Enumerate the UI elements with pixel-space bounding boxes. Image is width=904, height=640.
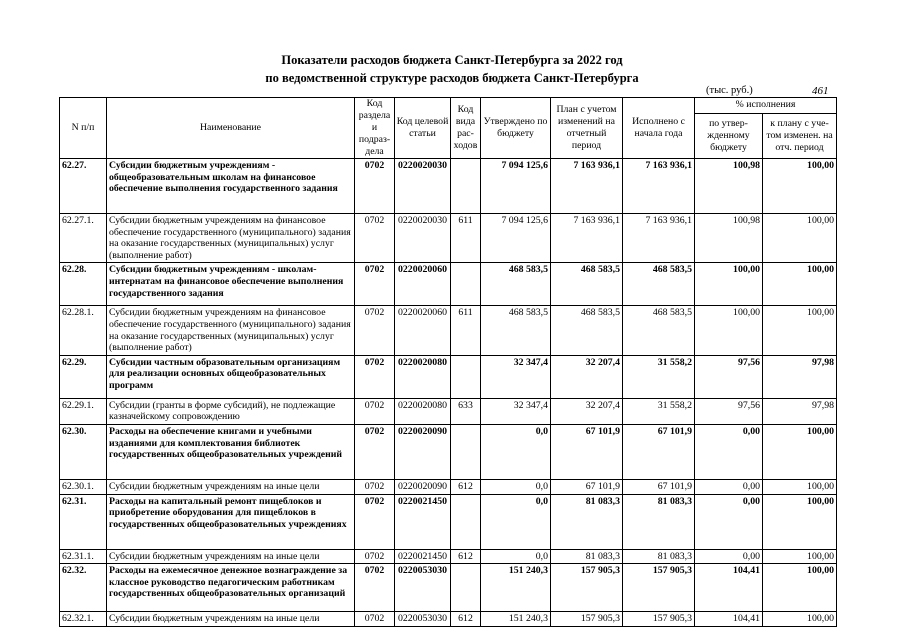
row-target-code: 0220020090 xyxy=(395,479,451,494)
row-executed: 67 101,9 xyxy=(623,479,695,494)
row-section-code: 0702 xyxy=(355,424,395,479)
row-name: Расходы на обеспечение книгами и учебными изданиями для комплектования библиотек государственных общеобразовательных учреждений xyxy=(107,424,355,479)
table-body xyxy=(60,159,837,627)
row-executed: 67 101,9 xyxy=(623,424,695,479)
row-executed: 7 163 936,1 xyxy=(623,159,695,214)
header-percent-group: % исполнения xyxy=(695,98,837,114)
row-section-code: 0702 xyxy=(355,263,395,306)
row-number: 62.30.1. xyxy=(60,479,107,494)
row-plan: 7 163 936,1 xyxy=(551,214,623,263)
table-row xyxy=(60,355,837,398)
row-approved: 468 583,5 xyxy=(481,306,551,355)
row-expense-type-code: 612 xyxy=(451,549,481,564)
row-name: Расходы на капитальный ремонт пищеблоков и приобретение оборудования для пищеблоков в государственных общеобразовательных учреждениях xyxy=(107,494,355,549)
row-pct-plan: 100,00 xyxy=(763,424,837,479)
row-section-code: 0702 xyxy=(355,306,395,355)
table-row xyxy=(60,424,837,479)
table-row xyxy=(60,549,837,564)
row-section-code: 0702 xyxy=(355,479,395,494)
row-executed: 468 583,5 xyxy=(623,306,695,355)
table-row xyxy=(60,479,837,494)
row-executed: 31 558,2 xyxy=(623,398,695,424)
row-target-code: 0220053030 xyxy=(395,612,451,627)
header-name: Наименование xyxy=(107,98,355,159)
row-pct-plan: 100,00 xyxy=(763,612,837,627)
row-name: Субсидии бюджетным учреждениям - общеобразовательным школам на финансовое обеспечение выполнения государственного задания xyxy=(107,159,355,214)
row-expense-type-code: 612 xyxy=(451,612,481,627)
row-approved: 151 240,3 xyxy=(481,612,551,627)
row-section-code: 0702 xyxy=(355,494,395,549)
row-section-code: 0702 xyxy=(355,398,395,424)
row-approved: 32 347,4 xyxy=(481,355,551,398)
row-expense-type-code: 611 xyxy=(451,306,481,355)
row-pct-approved: 104,41 xyxy=(695,564,763,612)
row-plan: 67 101,9 xyxy=(551,479,623,494)
row-pct-plan: 100,00 xyxy=(763,494,837,549)
row-executed: 31 558,2 xyxy=(623,355,695,398)
row-number: 62.29. xyxy=(60,355,107,398)
row-section-code: 0702 xyxy=(355,549,395,564)
row-target-code: 0220020090 xyxy=(395,424,451,479)
row-pct-plan: 100,00 xyxy=(763,306,837,355)
table-row xyxy=(60,494,837,549)
table-row xyxy=(60,159,837,214)
row-approved: 7 094 125,6 xyxy=(481,159,551,214)
row-plan: 32 207,4 xyxy=(551,398,623,424)
header-target-code: Код целевой статьи xyxy=(395,98,451,159)
table-row xyxy=(60,214,837,263)
row-section-code: 0702 xyxy=(355,564,395,612)
header-executed: Исполнено с начала года xyxy=(623,98,695,159)
row-approved: 0,0 xyxy=(481,549,551,564)
row-name: Субсидии бюджетным учреждениям на финансовое обеспечение государственного (муниципального) задания на оказание государственных (муниципальных) услуг (выполнение работ) xyxy=(107,306,355,355)
row-expense-type-code xyxy=(451,159,481,214)
table-row xyxy=(60,564,837,612)
row-pct-approved: 97,56 xyxy=(695,398,763,424)
row-pct-plan: 97,98 xyxy=(763,398,837,424)
row-target-code: 0220020080 xyxy=(395,355,451,398)
row-plan: 157 905,3 xyxy=(551,564,623,612)
row-pct-plan: 100,00 xyxy=(763,549,837,564)
row-section-code: 0702 xyxy=(355,214,395,263)
row-expense-type-code: 611 xyxy=(451,214,481,263)
row-plan: 67 101,9 xyxy=(551,424,623,479)
row-plan: 157 905,3 xyxy=(551,612,623,627)
row-section-code: 0702 xyxy=(355,355,395,398)
row-pct-approved: 100,00 xyxy=(695,306,763,355)
row-pct-approved: 104,41 xyxy=(695,612,763,627)
row-approved: 7 094 125,6 xyxy=(481,214,551,263)
row-pct-approved: 100,98 xyxy=(695,214,763,263)
header-plan: План с учетом изменений на отчетный период xyxy=(551,98,623,159)
row-pct-plan: 100,00 xyxy=(763,564,837,612)
row-plan: 32 207,4 xyxy=(551,355,623,398)
row-plan: 468 583,5 xyxy=(551,306,623,355)
row-name: Субсидии бюджетным учреждениям на иные цели xyxy=(107,612,355,627)
header-np: N п/п xyxy=(60,98,107,159)
row-target-code: 0220020060 xyxy=(395,306,451,355)
row-number: 62.30. xyxy=(60,424,107,479)
table-row xyxy=(60,263,837,306)
row-target-code: 0220021450 xyxy=(395,494,451,549)
row-expense-type-code xyxy=(451,564,481,612)
row-pct-plan: 100,00 xyxy=(763,263,837,306)
row-plan: 7 163 936,1 xyxy=(551,159,623,214)
row-pct-plan: 100,00 xyxy=(763,479,837,494)
page-number: 461 xyxy=(812,85,829,97)
row-section-code: 0702 xyxy=(355,159,395,214)
row-pct-approved: 97,56 xyxy=(695,355,763,398)
row-expense-type-code: 633 xyxy=(451,398,481,424)
row-pct-approved: 0,00 xyxy=(695,549,763,564)
row-number: 62.29.1. xyxy=(60,398,107,424)
row-executed: 157 905,3 xyxy=(623,612,695,627)
row-pct-plan: 100,00 xyxy=(763,214,837,263)
row-pct-plan: 97,98 xyxy=(763,355,837,398)
row-expense-type-code xyxy=(451,355,481,398)
page-subtitle: по ведомственной структуре расходов бюджета Санкт-Петербурга xyxy=(265,71,639,85)
row-name: Субсидии бюджетным учреждениям на финансовое обеспечение государственного (муниципального) задания на оказание государственных (муниципальных) услуг (выполнение работ) xyxy=(107,214,355,263)
row-pct-plan: 100,00 xyxy=(763,159,837,214)
table-row xyxy=(60,306,837,355)
row-number: 62.28. xyxy=(60,263,107,306)
row-number: 62.31.1. xyxy=(60,549,107,564)
header-section-code: Код раздела и подраз-дела xyxy=(355,98,395,159)
row-approved: 0,0 xyxy=(481,424,551,479)
page-title: Показатели расходов бюджета Санкт-Петербурга за 2022 год xyxy=(281,53,623,67)
row-target-code: 0220020030 xyxy=(395,214,451,263)
row-number: 62.31. xyxy=(60,494,107,549)
header-approved: Утверждено по бюджету xyxy=(481,98,551,159)
header-pct-plan: к плану с уче-том изменен. на отч. период xyxy=(763,113,837,158)
row-approved: 32 347,4 xyxy=(481,398,551,424)
row-plan: 81 083,3 xyxy=(551,549,623,564)
row-approved: 468 583,5 xyxy=(481,263,551,306)
row-executed: 81 083,3 xyxy=(623,494,695,549)
expenditure-table xyxy=(59,97,837,627)
row-expense-type-code xyxy=(451,494,481,549)
row-target-code: 0220020080 xyxy=(395,398,451,424)
row-name: Расходы на ежемесячное денежное вознаграждение за классное руководство педагогическим работникам государственных общеобразовательных организаций xyxy=(107,564,355,612)
row-name: Субсидии частным образовательным организациям для реализации основных общеобразовательных программ xyxy=(107,355,355,398)
row-approved: 0,0 xyxy=(481,479,551,494)
header-expense-type-code: Код вида рас-ходов xyxy=(451,98,481,159)
row-expense-type-code: 612 xyxy=(451,479,481,494)
row-number: 62.27.1. xyxy=(60,214,107,263)
row-executed: 157 905,3 xyxy=(623,564,695,612)
row-executed: 7 163 936,1 xyxy=(623,214,695,263)
row-number: 62.27. xyxy=(60,159,107,214)
row-approved: 151 240,3 xyxy=(481,564,551,612)
row-name: Субсидии (гранты в форме субсидий), не подлежащие казначейскому сопровождению xyxy=(107,398,355,424)
table-row xyxy=(60,398,837,424)
table-row xyxy=(60,612,837,627)
row-plan: 468 583,5 xyxy=(551,263,623,306)
unit-label: (тыс. руб.) xyxy=(706,85,753,96)
row-section-code: 0702 xyxy=(355,612,395,627)
row-pct-approved: 100,00 xyxy=(695,263,763,306)
row-expense-type-code xyxy=(451,263,481,306)
row-executed: 468 583,5 xyxy=(623,263,695,306)
row-name: Субсидии бюджетным учреждениям - школам-интернатам на финансовое обеспечение выполнения государственного задания xyxy=(107,263,355,306)
row-target-code: 0220020030 xyxy=(395,159,451,214)
row-approved: 0,0 xyxy=(481,494,551,549)
row-executed: 81 083,3 xyxy=(623,549,695,564)
row-pct-approved: 0,00 xyxy=(695,479,763,494)
row-pct-approved: 0,00 xyxy=(695,424,763,479)
row-name: Субсидии бюджетным учреждениям на иные цели xyxy=(107,549,355,564)
header-pct-approved: по утвер-жденному бюджету xyxy=(695,113,763,158)
row-pct-approved: 100,98 xyxy=(695,159,763,214)
row-target-code: 0220053030 xyxy=(395,564,451,612)
row-plan: 81 083,3 xyxy=(551,494,623,549)
row-target-code: 0220021450 xyxy=(395,549,451,564)
row-expense-type-code xyxy=(451,424,481,479)
row-number: 62.32. xyxy=(60,564,107,612)
row-pct-approved: 0,00 xyxy=(695,494,763,549)
row-number: 62.28.1. xyxy=(60,306,107,355)
row-number: 62.32.1. xyxy=(60,612,107,627)
row-target-code: 0220020060 xyxy=(395,263,451,306)
row-name: Субсидии бюджетным учреждениям на иные цели xyxy=(107,479,355,494)
